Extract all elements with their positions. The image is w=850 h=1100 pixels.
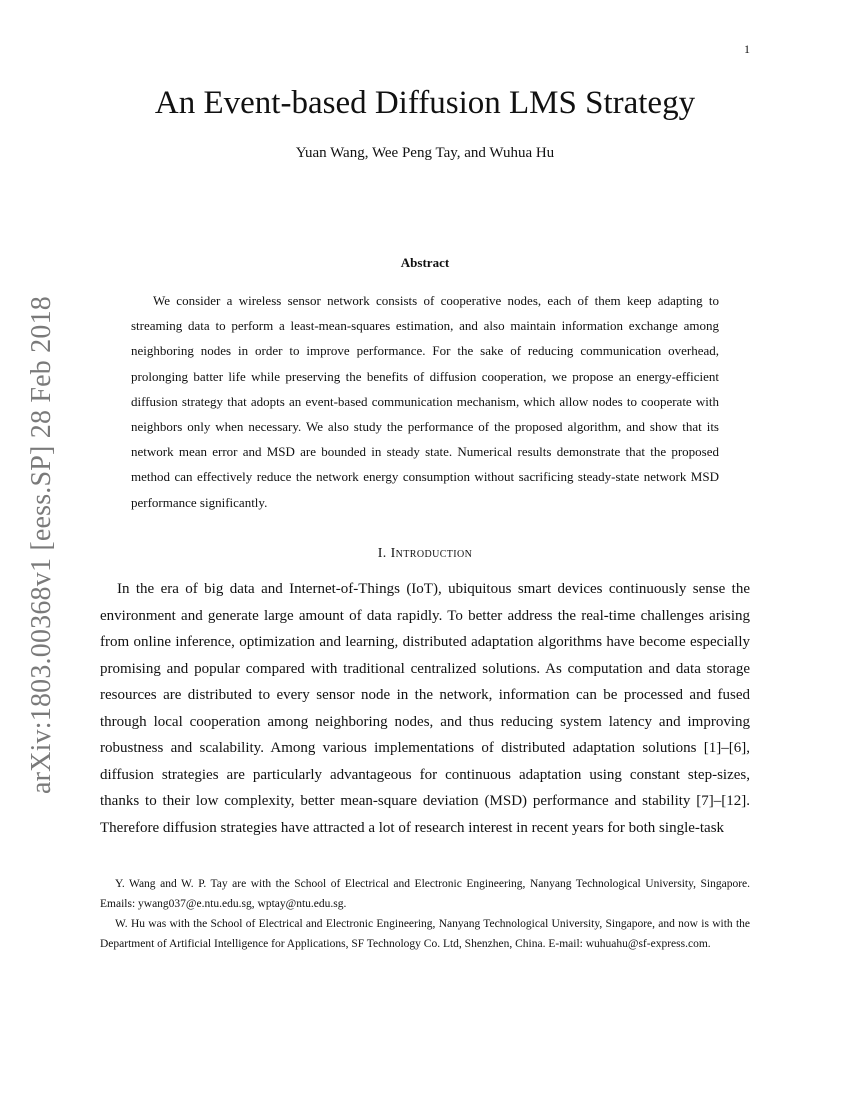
footnote-affiliation-2: W. Hu was with the School of Electrical and Electronic Engineering, Nanyang Technological University, Singapore, and now is with the Department of Artificial Intelligence for Applications, SF Technology Co. Ltd, Shenzhen, China. E-mail: wuhuahu@sf-express.com. (100, 918, 750, 950)
author-list: Yuan Wang, Wee Peng Tay, and Wuhua Hu (295, 145, 555, 161)
introduction-paragraph: In the era of big data and Internet-of-Things (IoT), ubiquitous smart devices continuously sense the environment and generate large amount of data rapidly. To better address the real-time challenges arising from online inference, optimization and learning, distributed adaptation algorithms have become especially promising and popular compared with traditional centralized solutions. As computation and data storage resources are distributed to every sensor node in the network, information can be processed and fused through local cooperation among neighboring nodes, and thus reducing system latency and improving robustness and scalability. Among various implementations of distributed adaptation solutions [1]–[6], diffusion strategies are particularly advantageous for continuous adaptation using constant step-sizes, thanks to their low complexity, better mean-square deviation (MSD) performance and stability [7]–[12]. Therefore diffusion strategies have attracted a lot of research interest in recent years for both single-task (100, 581, 750, 836)
paper-title: An Event-based Diffusion LMS Strategy (154, 85, 696, 121)
page-number: 1 (744, 42, 750, 56)
footnotes (100, 874, 750, 954)
arxiv-identifier-stamp: arXiv:1803.00368v1 [eess.SP] 28 Feb 2018 (26, 296, 57, 794)
abstract-body: We consider a wireless sensor network consists of cooperative nodes, each of them keep adapting to streaming data to perform a least-mean-squares estimation, and also maintain information exchange among neighboring nodes in order to improve performance. For the sake of reducing communication overhead, prolonging batter life while preserving the benefits of diffusion cooperation, we propose an energy-efficient diffusion strategy that adopts an event-based communication mechanism, which allow nodes to cooperate with neighbors only when necessary. We also study the performance of the proposed algorithm, and show that its network mean error and MSD are bounded in steady state. Numerical results demonstrate that the proposed method can effectively reduce the network energy consumption without sacrificing steady-state network MSD performance significantly. (131, 293, 719, 510)
section-heading-introduction (0, 546, 850, 562)
section-title: Introduction (390, 546, 473, 561)
footnote-affiliation-1: Y. Wang and W. P. Tay are with the School of Electrical and Electronic Engineering, Nanyang Technological University, Singapore. Emails: ywang037@e.ntu.edu.sg, wptay@ntu.edu.sg. (100, 878, 750, 910)
section-numeral: I. (377, 546, 387, 561)
abstract-heading: Abstract (400, 255, 450, 270)
